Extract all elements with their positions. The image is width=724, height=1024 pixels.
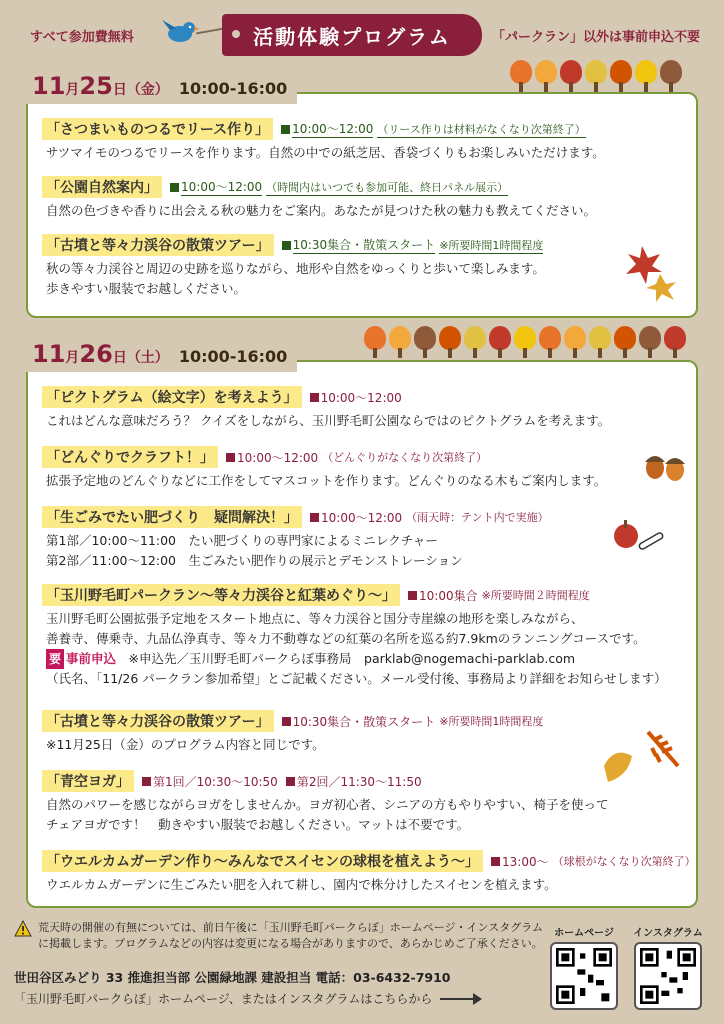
program-item bbox=[42, 386, 682, 431]
program-item bbox=[42, 770, 682, 835]
tree-icon bbox=[464, 326, 486, 358]
tree-icon bbox=[664, 326, 686, 358]
program-item bbox=[42, 584, 682, 689]
application-contact[interactable]: ※申込先／玉川野毛町パークらぼ事務局 parklab@nogemachi-parklab.com bbox=[128, 651, 576, 666]
program-description: 秋の等々力渓谷と周辺の史跡を巡りながら、地形や自然をゆっくりと歩いて楽しみます。 bbox=[46, 261, 545, 276]
program-title: 「どんぐりでクラフト！」 bbox=[42, 446, 218, 468]
program-title: 「古墳と等々力渓谷の散策ツアー」 bbox=[42, 234, 274, 256]
tree-icon bbox=[539, 326, 561, 358]
program-description: 第1部／10:00～11:00 たい肥づくりの専門家によるミニレクチャー bbox=[46, 533, 438, 548]
program-description: サツマイモのつるでリースを作ります。自然の中での紙芝居、香袋づくりもお楽しみいただけます。 bbox=[46, 145, 605, 160]
day2-date: 11 月 26 日 （土） 10:00-16:00 bbox=[22, 336, 297, 372]
program-description: 第2部／11:00～12:00 生ごみたい肥作りの展示とデモンストレーション bbox=[46, 553, 463, 568]
program-item bbox=[42, 118, 682, 163]
tree-icon bbox=[639, 326, 661, 358]
program-description: 自然のパワーを感じながらヨガをしませんか。ヨガ初心者、シニアの方もやりやすい、椅子を使って bbox=[46, 797, 609, 812]
program-schedule: 10:00～12:00 （どんぐりがなくなり次第終了） bbox=[226, 449, 487, 466]
qr-code-icon[interactable] bbox=[634, 942, 702, 1010]
application-detail: （氏名、「11/26 パークラン参加希望」とご記載ください。メール受付後、事務局より詳細をお知らせします） bbox=[46, 671, 667, 686]
program-description: これはどんな意味だろう？ クイズをしながら、玉川野毛町公園ならではのピクトグラムを考えます。 bbox=[46, 413, 611, 428]
application-info: 要 事前申込 ※申込先／玉川野毛町パークらぼ事務局 parklab@nogemachi-parklab.com bbox=[42, 649, 682, 669]
program-schedule: 10:00～12:00 bbox=[310, 389, 402, 406]
program-schedule: 10:00～12:00 （時間内はいつでも参加可能、終日パネル展示） bbox=[170, 178, 508, 196]
day1-date: 11 月 25 日 （金） 10:00-16:00 bbox=[22, 68, 297, 104]
program-item bbox=[42, 234, 682, 299]
program-item bbox=[42, 850, 696, 895]
tree-icon bbox=[614, 326, 636, 358]
program-schedule: 13:00～ （球根がなくなり次第終了） bbox=[491, 853, 696, 870]
organizer-contact: 世田谷区みどり 33 推進担当部 公園緑地課 建設担当 電話：03-6432-7910 bbox=[14, 970, 451, 985]
program-title: 「古墳と等々力渓谷の散策ツアー」 bbox=[42, 710, 274, 732]
tree-icon bbox=[635, 60, 657, 92]
program-description: 玉川野毛町公園拡張予定地をスタート地点に、等々力渓谷と国分寺崖線の地形を楽しみながら、 bbox=[46, 611, 584, 626]
compost-apple-bone-icon bbox=[610, 514, 670, 564]
program-description: 善養寺、傳乗寺、九品仏浄真寺、等々力不動尊などの紅葉の名所を巡る約7.9kmのランニングコースです。 bbox=[46, 631, 646, 646]
program-description: チェアヨガです！ 動きやすい服装でお越しください。マットは不要です。 bbox=[46, 817, 470, 832]
qr-code-icon[interactable] bbox=[550, 942, 618, 1010]
program-schedule: 10:00～12:00 （雨天時：テント内で実施） bbox=[310, 509, 549, 526]
tree-icon bbox=[589, 326, 611, 358]
tree-icon bbox=[489, 326, 511, 358]
tree-icon bbox=[610, 60, 632, 92]
program-title: 「玉川野毛町パークラン～等々力渓谷と紅葉めぐり～」 bbox=[42, 584, 400, 606]
program-description: 拡張予定地のどんぐりなどに工作をしてマスコットを作ります。どんぐりのなる木もご案内します。 bbox=[46, 473, 607, 488]
tree-icon bbox=[389, 326, 411, 358]
program-title: 「ピクトグラム（絵文字）を考えよう」 bbox=[42, 386, 302, 408]
program-schedule: 10:30集合・散策スタート ※所要時間1時間程度 bbox=[282, 713, 544, 730]
program-schedule: 10:00集合 ※所要時間２時間程度 bbox=[408, 587, 590, 604]
program-schedule-2: 第2回／11:30～11:50 bbox=[286, 773, 422, 790]
tree-icon bbox=[514, 326, 536, 358]
autumn-trees-decoration bbox=[364, 326, 686, 358]
required-badge: 要 bbox=[46, 649, 64, 669]
tree-icon bbox=[364, 326, 386, 358]
tree-icon bbox=[535, 60, 557, 92]
program-schedule: 10:30集合・散策スタート ※所要時間1時間程度 bbox=[282, 236, 544, 254]
program-description: ※11月25日（金）のプログラム内容と同じです。 bbox=[46, 737, 325, 752]
tree-icon bbox=[510, 60, 532, 92]
program-title: 「青空ヨガ」 bbox=[42, 770, 134, 792]
acorn-icon bbox=[642, 442, 688, 482]
tree-icon bbox=[560, 60, 582, 92]
arrow-right-icon bbox=[440, 998, 480, 1000]
program-description: 自然の色づきや香りに出会える秋の魅力をご案内。あなたが見つけた秋の魅力も教えてください。 bbox=[46, 203, 597, 218]
program-description: ウエルカムガーデンに生ごみたい肥を入れて耕し、園内で株分けしたスイセンを植えます。 bbox=[46, 877, 557, 892]
program-item bbox=[42, 446, 682, 491]
bird-icon bbox=[160, 14, 200, 48]
instagram-qr[interactable]: インスタグラム bbox=[632, 924, 704, 1010]
program-item bbox=[42, 506, 682, 571]
homepage-qr[interactable]: ホームページ bbox=[548, 924, 620, 1010]
program-item bbox=[42, 176, 682, 221]
program-schedule: 第1回／10:30～10:50 bbox=[142, 773, 278, 790]
warning-icon bbox=[14, 920, 32, 938]
program-title: 「さつまいものつるでリース作り」 bbox=[42, 118, 273, 140]
website-link-text: 「玉川野毛町パークらぼ」ホームページ、またはインスタグラムはこちらから bbox=[14, 990, 480, 1007]
autumn-leaves-icon bbox=[622, 244, 678, 304]
program-item bbox=[42, 710, 682, 755]
program-title: 「ウエルカムガーデン作り～みんなでスイセンの球根を植えよう～」 bbox=[42, 850, 483, 872]
program-description: 歩きやすい服装でお越しください。 bbox=[46, 281, 247, 296]
program-schedule: 10:00～12:00 （リース作りは材料がなくなり次第終了） bbox=[281, 120, 586, 138]
tree-icon bbox=[660, 60, 682, 92]
tag-string bbox=[196, 28, 224, 35]
weather-notice: 荒天時の開催の有無については、前日午後に「玉川野毛町パークらぼ」ホームページ・インスタグラム に掲載します。プログラムなどの内容は変更になる場合がありますので、あらかじめご了承ください。 bbox=[14, 920, 554, 952]
tree-icon bbox=[585, 60, 607, 92]
free-notice: すべて参加費無料 bbox=[30, 30, 134, 45]
program-title: 「生ごみでたい肥づくり 疑問解決！」 bbox=[42, 506, 302, 528]
registration-notice: 「パークラン」以外は事前申込不要 bbox=[491, 30, 700, 45]
tree-icon bbox=[414, 326, 436, 358]
program-title: 「公園自然案内」 bbox=[42, 176, 162, 198]
page-title: 活動体験プログラム bbox=[222, 14, 482, 56]
tree-icon bbox=[439, 326, 461, 358]
tree-icon bbox=[564, 326, 586, 358]
autumn-trees-decoration bbox=[510, 60, 682, 92]
